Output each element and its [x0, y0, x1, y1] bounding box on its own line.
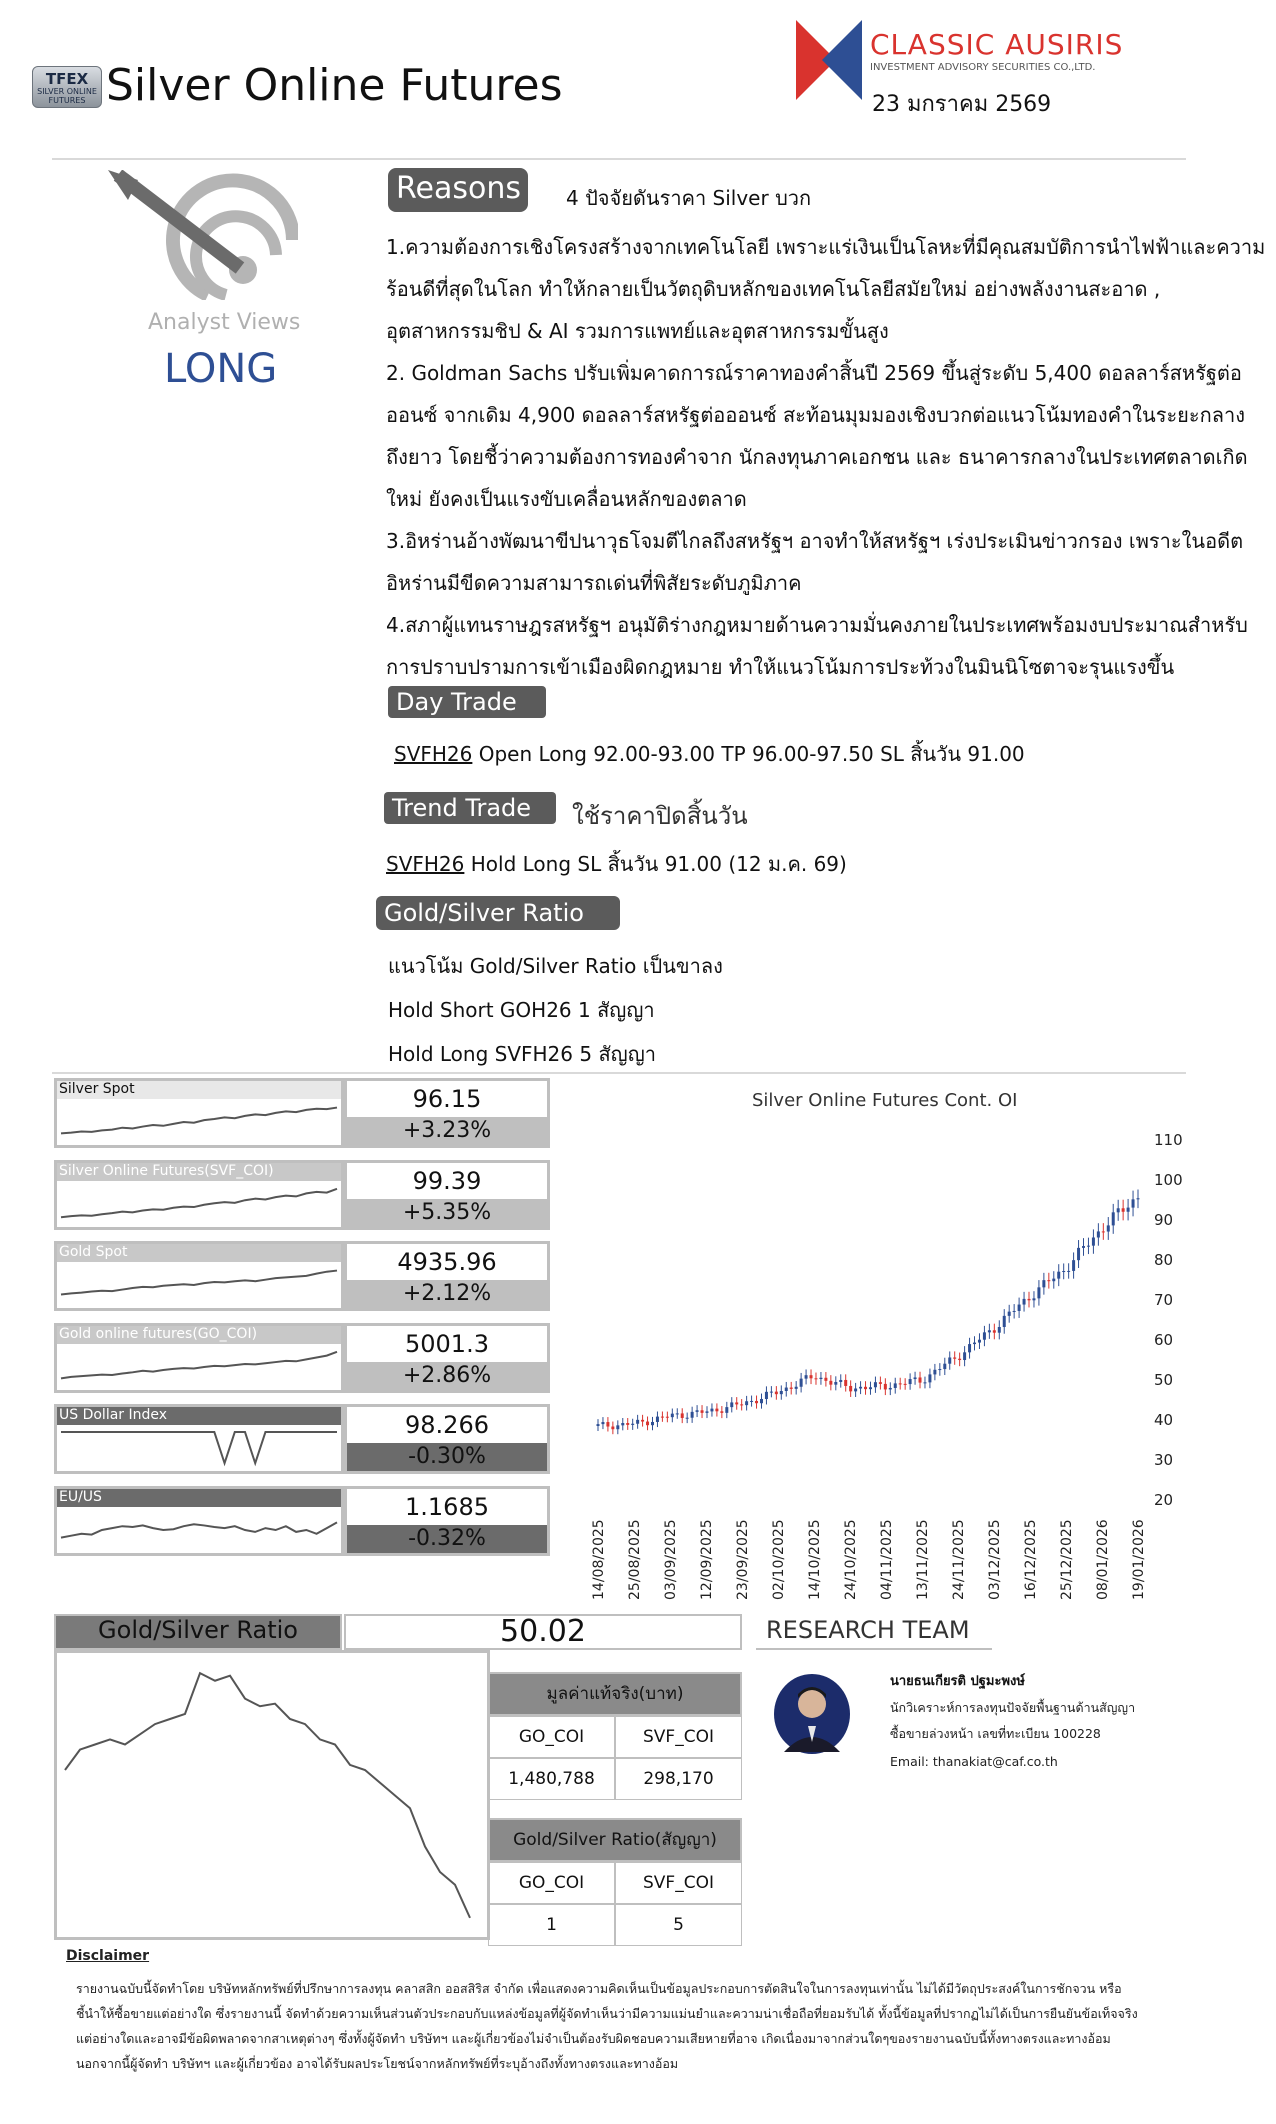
y-tick-label: 90 [1154, 1211, 1174, 1229]
candle-body [785, 1388, 788, 1391]
candle-body [616, 1425, 619, 1429]
candle-body [805, 1375, 808, 1378]
candle-body [730, 1402, 733, 1407]
sparkline-path [61, 1522, 337, 1537]
candle-body [988, 1330, 991, 1332]
reason-line: การปราบปรามการเข้าเมืองผิดกฎหมาย ทำให้แนวโน้มการประท้วงในมินนิโซตาจะรุนแรงขึ้น [386, 655, 1175, 679]
x-tick-label: 19/01/2026 [1131, 1519, 1147, 1600]
market-sparkline [57, 1507, 341, 1553]
candle-body [745, 1401, 748, 1405]
x-tick-label: 16/12/2025 [1023, 1519, 1039, 1600]
candle-body [626, 1423, 629, 1425]
gsr-line [65, 1673, 470, 1918]
x-tick-label: 12/09/2025 [699, 1519, 715, 1600]
candle-body [839, 1380, 842, 1382]
candle-body [899, 1383, 902, 1384]
candle-body [656, 1417, 659, 1422]
candle-body [1132, 1199, 1135, 1207]
disclaimer-line: รายงานฉบับนี้จัดทำโดย บริษัทหลักทรัพย์ที่ปรึกษาการลงทุน คลาสสิก ออสสิริส จำกัด เพื่อแสดงความคิดเห็นเป็นข้อมูลประกอบการตัดสินใจในการลงทุนเท่านั้น ไม่ได้มีวัตถุประสงค์ในการชักจวน หรือ [76, 1981, 1122, 1996]
candle-body [904, 1384, 907, 1385]
market-name: Silver Spot [57, 1081, 341, 1099]
candle-body [1087, 1246, 1090, 1247]
divider [52, 1072, 1186, 1074]
candle-body [1127, 1208, 1130, 1212]
candle-body [973, 1343, 976, 1345]
candle-body [914, 1377, 917, 1379]
contract-value: 1 [488, 1904, 615, 1946]
ratio-line: Hold Short GOH26 1 สัญญา [388, 998, 655, 1022]
candle-body [701, 1410, 704, 1413]
contract-value: 5 [615, 1904, 742, 1946]
candle-body [849, 1386, 852, 1391]
candle-body [676, 1413, 679, 1414]
candle-body [705, 1411, 708, 1412]
candle-body [810, 1375, 813, 1378]
valuation-label: มูลค่าแท้จริง(บาท) [488, 1672, 742, 1716]
candle-body [968, 1344, 971, 1352]
market-value: 96.15 [412, 1085, 482, 1113]
sparkline-path [61, 1188, 337, 1217]
candle-body [1097, 1231, 1100, 1237]
candle-body [715, 1409, 718, 1412]
analyst-role: นักวิเคราะห์การลงทุนปัจจัยพื้นฐานด้านสัญญา [890, 1700, 1136, 1715]
candle-body [943, 1364, 946, 1369]
candle-body [854, 1389, 857, 1392]
research-label: RESEARCH TEAM [766, 1616, 970, 1644]
disclaimer-text [76, 1976, 1176, 2076]
candle-body [909, 1379, 912, 1384]
y-tick-label: 20 [1154, 1491, 1174, 1509]
x-tick-label: 13/11/2025 [915, 1519, 931, 1600]
candle-body [819, 1378, 822, 1379]
brand-subtitle: INVESTMENT ADVISORY SECURITIES CO.,LTD. [870, 62, 1096, 73]
candle-body [1117, 1208, 1120, 1212]
candle-body [948, 1357, 951, 1363]
candle-body [1032, 1298, 1035, 1300]
oi-chart [580, 1120, 1200, 1600]
reasons-label: Reasons [388, 168, 528, 212]
day-trade-symbol: SVFH26 [394, 742, 473, 766]
x-tick-label: 23/09/2025 [735, 1519, 751, 1600]
candle-body [894, 1383, 897, 1388]
y-tick-label: 60 [1154, 1331, 1174, 1349]
reason-line: ใหม่ ยังคงเป็นแรงขับเคลื่อนหลักของตลาด [386, 487, 747, 511]
market-sparkline-panel [54, 1241, 344, 1311]
candle-body [869, 1387, 872, 1389]
candle-body [1137, 1198, 1140, 1199]
market-change: -0.32% [347, 1525, 547, 1553]
market-sparkline [57, 1262, 341, 1308]
disclaimer-line: แต่อย่างใดและอาจมีข้อผิดพลาดจากสาเหตุต่างๆ ซึ่งทั้งผู้จัดทำ บริษัทฯ และผู้เกี่ยวข้องไม่จำเป็นต้องรับผิดชอบความเสียหายที่อาจ เกิดเนื่องมาจากส่วนใดๆของรายงานฉบับนี้ทั้งทางตรงและทางอ้อม [76, 2031, 1111, 2046]
analyst-view: LONG [164, 346, 278, 392]
candle-body [686, 1418, 689, 1419]
candle-body [1028, 1299, 1031, 1300]
reasons-list [386, 226, 1266, 688]
candle-body [923, 1382, 926, 1383]
candle-body [958, 1359, 961, 1360]
candle-body [770, 1392, 773, 1393]
valuation-value: 298,170 [615, 1758, 742, 1800]
candle-body [1102, 1231, 1105, 1232]
gsr-value: 50.02 [500, 1614, 586, 1649]
disclaimer-line: นอกจากนี้ผู้จัดทำ บริษัทฯ และผู้เกี่ยวข้อง อาจได้รับผลประโยชน์จากหลักทรัพย์ที่ระบุอ้างถึงทั้งทางตรงและทางอ้อม [76, 2056, 679, 2071]
candle-body [671, 1414, 674, 1418]
market-value-box [344, 1404, 550, 1474]
gsr-sparkline [57, 1653, 487, 1937]
candle-body [597, 1424, 600, 1426]
market-sparkline [57, 1344, 341, 1390]
candle-body [1122, 1208, 1125, 1211]
gsr-label: Gold/Silver Ratio [98, 1616, 298, 1644]
brand-logo-icon [796, 20, 862, 100]
candle-body [1077, 1248, 1080, 1260]
candle-body [953, 1357, 956, 1358]
x-tick-label: 02/10/2025 [771, 1519, 787, 1600]
candle-body [879, 1382, 882, 1384]
y-tick-label: 110 [1154, 1131, 1183, 1149]
day-trade-label: Day Trade [388, 686, 546, 718]
candle-body [1047, 1280, 1050, 1281]
market-change: +2.12% [347, 1280, 547, 1308]
analyst-email: Email: thanakiat@caf.co.th [890, 1754, 1058, 1769]
candle-body [720, 1411, 723, 1413]
candle-body [919, 1377, 922, 1382]
y-tick-label: 70 [1154, 1291, 1174, 1309]
market-value-box [344, 1160, 550, 1230]
reason-line: ร้อนดีที่สุดในโลก ทำให้กลายเป็นวัตถุดิบหลักของเทคโนโลยีสมัยใหม่ อย่างพลังงานสะอาด , [386, 277, 1161, 301]
market-name: US Dollar Index [57, 1407, 341, 1425]
market-name: Gold online futures(GO_COI) [57, 1326, 341, 1344]
candle-body [1062, 1271, 1065, 1272]
page-title: Silver Online Futures [106, 60, 563, 111]
market-sparkline [57, 1099, 341, 1145]
candle-body [1018, 1305, 1021, 1311]
candle-body [824, 1378, 827, 1381]
market-sparkline-panel [54, 1323, 344, 1393]
reason-line: ออนซ์ จากเดิม 4,900 ดอลลาร์สหรัฐต่อออนซ์ สะท้อนมุมมองเชิงบวกต่อแนวโน้มทองคำในระยะกลาง [386, 403, 1246, 427]
candle-body [1082, 1246, 1085, 1248]
candle-body [601, 1422, 604, 1424]
contract-ratio-label: Gold/Silver Ratio(สัญญา) [488, 1818, 742, 1862]
candle-body [1013, 1311, 1016, 1312]
reason-line: ถึงยาว โดยชี้ว่าความต้องการทองคำจาก นักลงทุนภาคเอกชน และ ธนาคารกลางในประเทศตลาดเกิด [386, 445, 1248, 469]
valuation-header: GO_COI [488, 1716, 615, 1758]
ratio-line: Hold Long SVFH26 5 สัญญา [388, 1042, 656, 1066]
candle-body [621, 1423, 624, 1425]
candle-body [1072, 1260, 1075, 1271]
tfex-logo [32, 66, 102, 108]
candle-body [889, 1388, 892, 1389]
x-tick-label: 24/10/2025 [843, 1519, 859, 1600]
valuation-value: 1,480,788 [488, 1758, 615, 1800]
candle-body [1067, 1271, 1070, 1272]
divider [756, 1648, 992, 1650]
candle-body [631, 1424, 634, 1425]
candle-body [641, 1420, 644, 1422]
candle-body [844, 1380, 847, 1386]
candle-body [928, 1374, 931, 1382]
candle-body [725, 1407, 728, 1413]
candle-body [775, 1392, 778, 1395]
market-change: +5.35% [347, 1199, 547, 1227]
candle-body [691, 1412, 694, 1418]
x-tick-label: 04/11/2025 [879, 1519, 895, 1600]
market-name: Gold Spot [57, 1244, 341, 1262]
market-change: +2.86% [347, 1362, 547, 1390]
market-value: 5001.3 [405, 1329, 489, 1358]
candle-body [1023, 1299, 1026, 1305]
market-name: Silver Online Futures(SVF_COI) [57, 1163, 341, 1181]
candle-body [611, 1427, 614, 1430]
candle-body [710, 1409, 713, 1412]
candle-body [859, 1387, 862, 1389]
ratio-line: แนวโน้ม Gold/Silver Ratio เป็นขาลง [388, 954, 723, 978]
candle-body [800, 1379, 803, 1387]
candle-body [814, 1378, 817, 1379]
candle-body [795, 1387, 798, 1389]
x-tick-label: 24/11/2025 [951, 1519, 967, 1600]
x-tick-label: 08/01/2026 [1095, 1519, 1111, 1600]
candle-body [790, 1388, 793, 1389]
market-value-box [344, 1486, 550, 1556]
y-tick-label: 50 [1154, 1371, 1174, 1389]
candle-body [636, 1420, 639, 1424]
candle-body [1052, 1279, 1055, 1282]
candle-body [978, 1340, 981, 1343]
candle-body [1057, 1272, 1060, 1279]
candle-body [780, 1391, 783, 1394]
analyst-name: นายธนเกียรติ ปฐมะพงษ์ [890, 1674, 1025, 1689]
candle-body [606, 1422, 609, 1426]
candle-body [1092, 1237, 1095, 1245]
day-trade-text: Open Long 92.00-93.00 TP 96.00-97.50 SL สิ้นวัน 91.00 [472, 742, 1025, 766]
sparkline-path [61, 1432, 337, 1463]
market-name: EU/US [57, 1489, 341, 1507]
market-value: 99.39 [412, 1166, 482, 1195]
y-tick-label: 80 [1154, 1251, 1174, 1269]
sparkline-path [61, 1271, 337, 1295]
candle-body [1042, 1280, 1045, 1287]
reason-line: 2. Goldman Sachs ปรับเพิ่มคาดการณ์ราคาทองคำสิ้นปี 2569 ขึ้นสู่ระดับ 5,400 ดอลลาร์สหรัฐต่อ [386, 361, 1242, 385]
market-value: 4935.96 [397, 1248, 497, 1276]
reason-line: อุตสาหกรรมชิป & AI รวมการแพทย์และอุตสาหกรรมขั้นสูง [386, 319, 889, 343]
market-sparkline-panel [54, 1078, 344, 1148]
candle-body [765, 1392, 768, 1399]
market-sparkline-panel [54, 1160, 344, 1230]
market-value: 98.266 [405, 1411, 489, 1439]
candle-body [963, 1352, 966, 1360]
sparkline-path [61, 1108, 337, 1134]
chart-title: Silver Online Futures Cont. OI [752, 1090, 1018, 1111]
divider [52, 158, 1186, 160]
candle-body [750, 1401, 753, 1402]
candle-body [755, 1401, 758, 1403]
x-tick-label: 14/10/2025 [807, 1519, 823, 1600]
candle-body [938, 1369, 941, 1370]
market-change: -0.30% [347, 1443, 547, 1471]
market-value-box [344, 1078, 550, 1148]
candle-body [646, 1422, 649, 1426]
x-tick-label: 03/09/2025 [663, 1519, 679, 1600]
target-icon [108, 170, 298, 300]
candle-body [1008, 1312, 1011, 1316]
candle-body [874, 1382, 877, 1387]
candle-body [681, 1413, 684, 1418]
candle-body [666, 1417, 669, 1418]
market-value-box [344, 1323, 550, 1393]
sparkline-path [61, 1351, 337, 1378]
candle-body [760, 1399, 763, 1403]
ratio-label: Gold/Silver Ratio [376, 896, 620, 930]
candle-body [1107, 1225, 1110, 1231]
reason-line: อิหร่านมีขีดความสามารถเด่นที่พิสัยระดับภูมิภาค [386, 571, 802, 595]
candle-body [998, 1327, 1001, 1333]
candle-body [829, 1381, 832, 1385]
y-tick-label: 30 [1154, 1451, 1174, 1469]
candle-body [834, 1382, 837, 1385]
report-date: 23 มกราคม 2569 [872, 92, 1052, 117]
candle-body [933, 1370, 936, 1375]
contract-header: SVF_COI [615, 1862, 742, 1904]
trend-trade-symbol: SVFH26 [386, 852, 465, 876]
candle-body [884, 1384, 887, 1390]
analyst-license: ซื้อขายล่วงหน้า เลขที่ทะเบียน 100228 [890, 1726, 1101, 1741]
candle-body [993, 1330, 996, 1332]
trend-trade-text: Hold Long SL สิ้นวัน 91.00 (12 ม.ค. 69) [464, 852, 847, 876]
gsr-chart-box [54, 1650, 490, 1940]
candle-body [740, 1404, 743, 1405]
y-tick-label: 100 [1154, 1171, 1183, 1189]
candle-body [696, 1410, 699, 1412]
candle-body [864, 1387, 867, 1389]
market-sparkline [57, 1181, 341, 1227]
candle-body [651, 1422, 654, 1425]
market-sparkline-panel [54, 1404, 344, 1474]
market-sparkline [57, 1425, 341, 1471]
logo-text: TFEX [45, 70, 89, 88]
candle-body [983, 1332, 986, 1339]
reason-line: 4.สภาผู้แทนราษฎรสหรัฐฯ อนุมัติร่างกฎหมายด้านความมั่นคงภายในประเทศพร้อมงบประมาณสำหรับ [386, 613, 1248, 637]
y-tick-label: 40 [1154, 1411, 1174, 1429]
brand-name: CLASSIC AUSIRIS [870, 28, 1124, 61]
disclaimer-line: ชี้นำให้ซื้อขายแต่อย่างใด ซึ่งรายงานนี้ จัดทำด้วยความเห็นส่วนตัวประกอบกับแหล่งข้อมูลที่ผู้จัดทำเห็นว่ามีความแม่นยำและความน่าเชื่อถือที่ยอมรับได้ ทั้งนี้ข้อมูลที่ปรากฏไม่ได้เป็นการยืนยันข้อเท็จจริง [76, 2006, 1138, 2021]
market-value-box [344, 1241, 550, 1311]
candle-body [661, 1417, 664, 1418]
reason-line: 3.อิหร่านอ้างพัฒนาขีปนาวุธโจมตีไกลถึงสหรัฐฯ อาจทำให้สหรัฐฯ เร่งประเมินข่าวกรอง เพราะในอดีต [386, 529, 1244, 553]
reasons-subtitle: 4 ปัจจัยดันราคา Silver บวก [566, 186, 812, 210]
x-tick-label: 03/12/2025 [987, 1519, 1003, 1600]
reason-line: 1.ความต้องการเชิงโครงสร้างจากเทคโนโลยี เพราะแร่เงินเป็นโลหะที่มีคุณสมบัติการนำไฟฟ้าและความ [386, 235, 1266, 259]
candle-body [1037, 1287, 1040, 1298]
trend-trade-label: Trend Trade [384, 792, 556, 824]
x-tick-label: 25/08/2025 [627, 1519, 643, 1600]
trend-trade-note: ใช้ราคาปิดสิ้นวัน [572, 802, 748, 830]
x-tick-label: 14/08/2025 [591, 1519, 607, 1600]
market-value: 1.1685 [405, 1492, 489, 1521]
valuation-header: SVF_COI [615, 1716, 742, 1758]
market-sparkline-panel [54, 1486, 344, 1556]
analyst-avatar [772, 1672, 852, 1756]
market-change: +3.23% [347, 1117, 547, 1145]
logo-sub: SILVER ONLINE FUTURES [37, 87, 97, 105]
disclaimer-label: Disclaimer [66, 1948, 150, 1964]
candle-body [735, 1402, 738, 1404]
contract-header: GO_COI [488, 1862, 615, 1904]
x-tick-label: 25/12/2025 [1059, 1519, 1075, 1600]
candle-body [1003, 1316, 1006, 1327]
analyst-caption: Analyst Views [148, 310, 301, 335]
candle-body [1112, 1212, 1115, 1225]
